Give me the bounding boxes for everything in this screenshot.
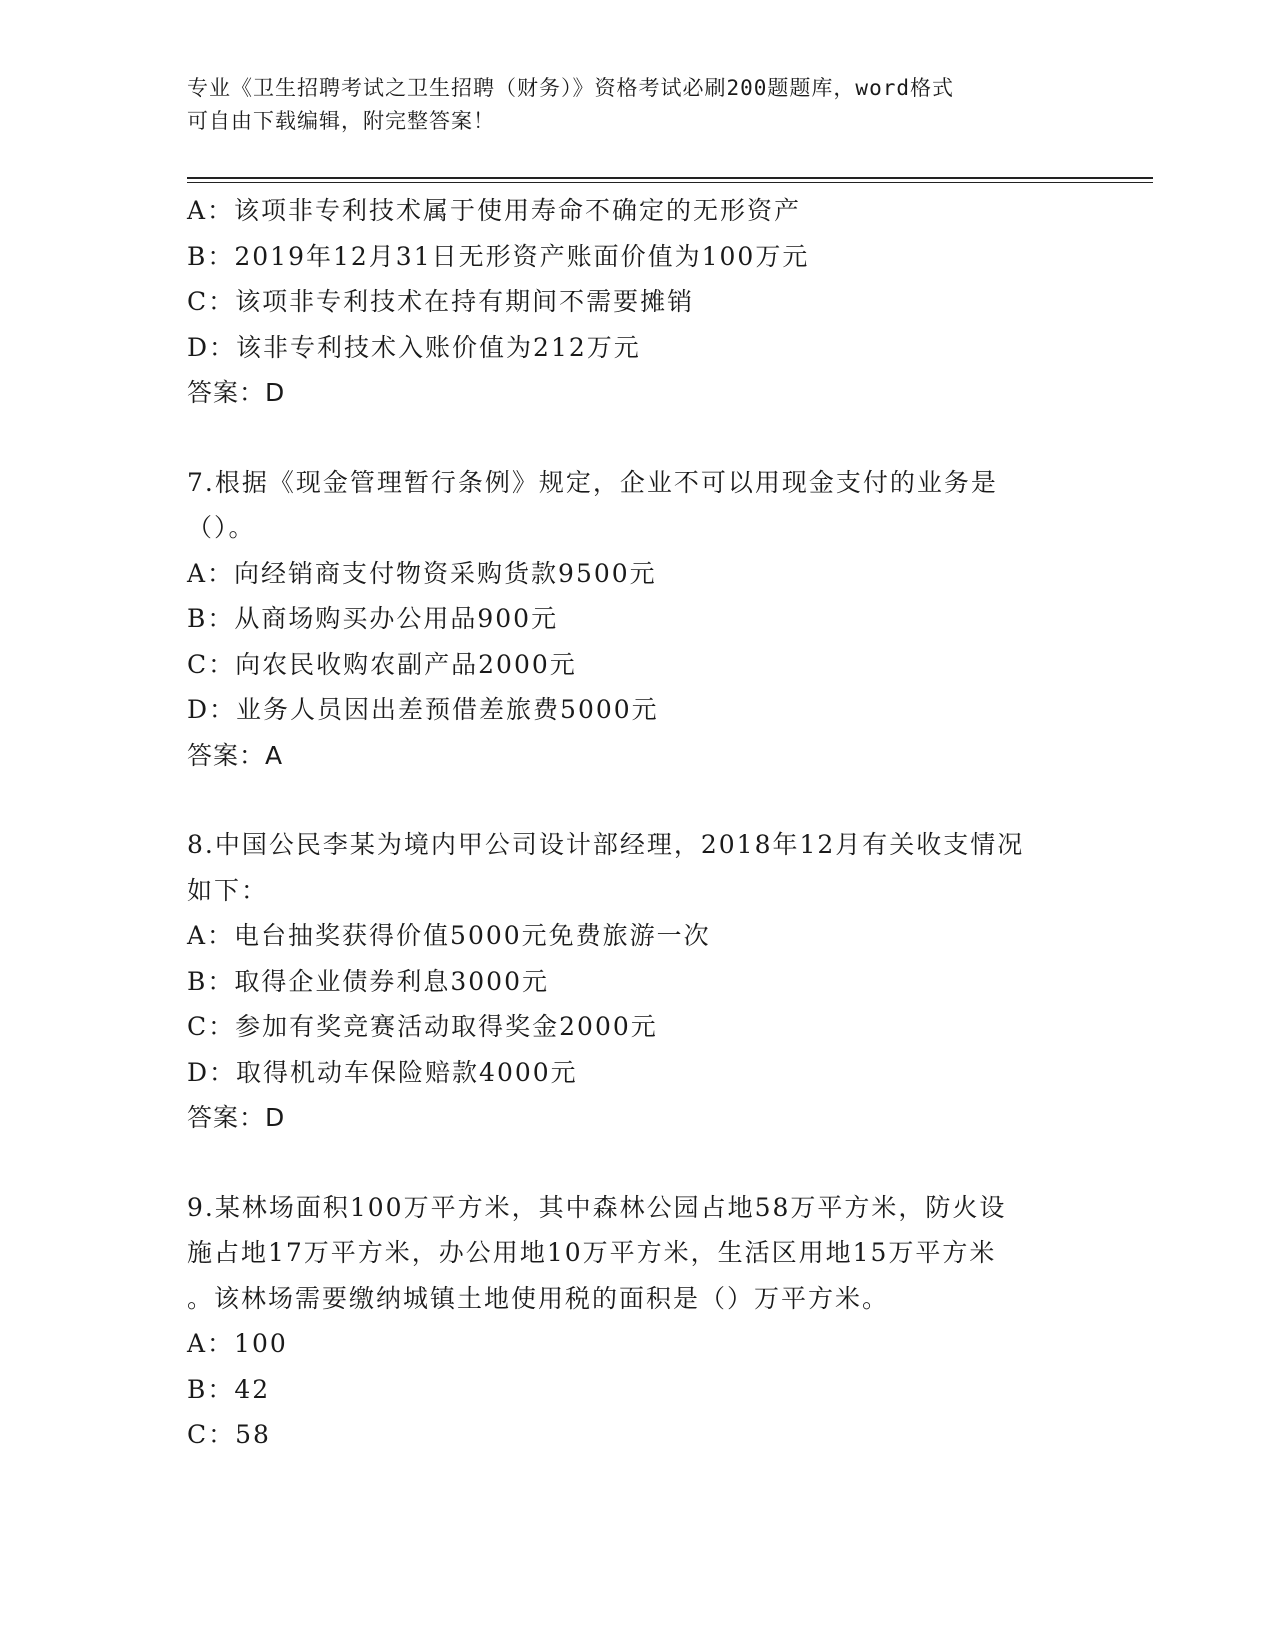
question-8-option-a: A：电台抽奖获得价值5000元免费旅游一次: [187, 921, 711, 950]
question-7-answer: 答案：A: [187, 740, 284, 770]
question-spacer: [187, 416, 1087, 460]
question-7-option-a: A：向经销商支付物资采购货款9500元: [187, 558, 657, 588]
question-9-option-c: C：58: [187, 1420, 271, 1449]
question-9-option-b: B：42: [187, 1374, 271, 1404]
header-divider-thick: [187, 177, 1153, 179]
question-8-option-b: B：取得企业债券利息3000元: [187, 966, 549, 996]
question-8-stem-line-2: 如下：: [187, 875, 269, 905]
question-8: [187, 822, 1087, 1141]
question-7-option-b: B：从商场购买办公用品900元: [187, 604, 559, 633]
question-6-option-b: B：2019年12月31日无形资产账面价值为100万元: [187, 241, 810, 271]
question-spacer: [187, 1141, 1087, 1185]
header-title-line-2: 可自由下载编辑，附完整答案！: [187, 109, 495, 133]
question-6-option-d: D：该非专利技术入账价值为212万元: [187, 332, 641, 362]
question-8-stem-line-1: 8.中国公民李某为境内甲公司设计部经理，2018年12月有关收支情况: [187, 830, 1025, 859]
question-9-option-a: A：100: [187, 1329, 288, 1358]
document-header: [187, 72, 1087, 138]
question-9-stem-line-3: 。该林场需要缴纳城镇土地使用税的面积是（）万平方米。: [187, 1283, 890, 1313]
question-8-answer: 答案：D: [187, 1103, 286, 1132]
question-6: [187, 188, 1087, 416]
question-7-stem-line-2: （）。: [187, 513, 256, 542]
question-spacer: [187, 778, 1087, 822]
question-8-option-c: C：参加有奖竞赛活动取得奖金2000元: [187, 1012, 658, 1041]
question-6-answer: 答案：D: [187, 378, 286, 407]
question-7: [187, 460, 1087, 779]
header-divider-thin: [187, 182, 1153, 183]
question-list: [187, 188, 1087, 1458]
question-8-option-d: D：取得机动车保险赔款4000元: [187, 1057, 578, 1087]
question-7-stem-line-1: 7.根据《现金管理暂行条例》规定，企业不可以用现金支付的业务是: [187, 467, 998, 497]
question-7-option-d: D：业务人员因出差预借差旅费5000元: [187, 695, 659, 724]
header-title-line-1: 专业《卫生招聘考试之卫生招聘（财务）》资格考试必刷200题题库，word格式: [187, 76, 954, 100]
question-9-stem-line-1: 9.某林场面积100万平方米，其中森林公园占地58万平方米，防火设: [187, 1192, 1007, 1222]
question-7-option-c: C：向农民收购农副产品2000元: [187, 649, 577, 679]
question-6-option-c: C：该项非专利技术在持有期间不需要摊销: [187, 287, 695, 316]
question-9-stem-line-2: 施占地17万平方米，办公用地10万平方米，生活区用地15万平方米: [187, 1238, 997, 1267]
question-9: [187, 1185, 1087, 1458]
question-6-option-a: A：该项非专利技术属于使用寿命不确定的无形资产: [187, 196, 802, 225]
